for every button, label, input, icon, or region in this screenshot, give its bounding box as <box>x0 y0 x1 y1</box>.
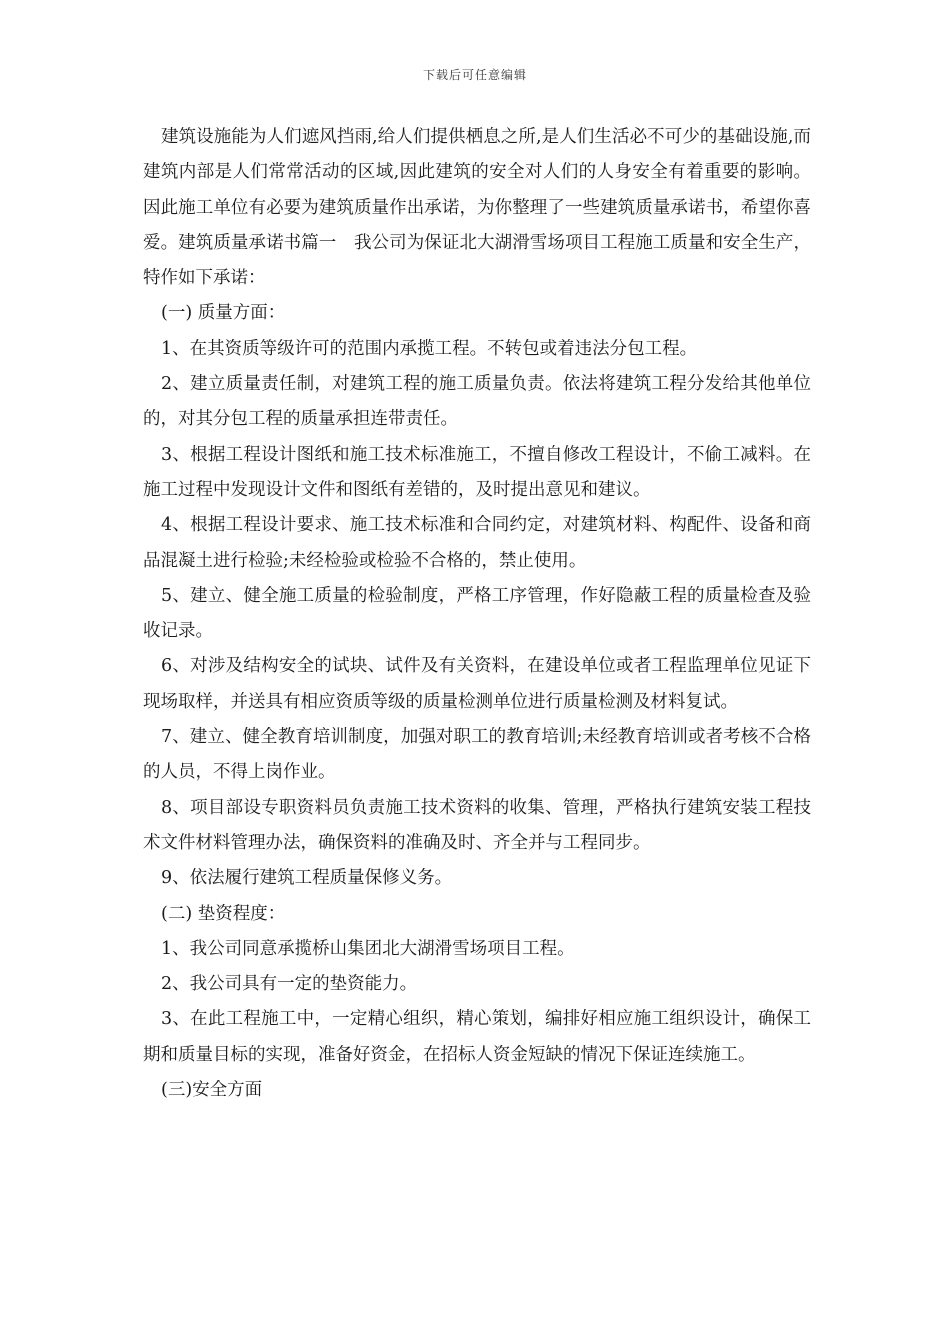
section-heading-quality: (一) 质量方面： <box>161 303 286 324</box>
quality-item-1: 1、在其资质等级许可的范围内承揽工程。不转包或着违法分包工程。 <box>161 338 698 359</box>
section-heading-safety: (三)安全方面 <box>161 1080 263 1101</box>
page-header-note: 下载后可任意编辑 <box>422 68 527 82</box>
document-body <box>143 120 811 1108</box>
section-heading-funding: (二) 垫资程度： <box>161 903 286 924</box>
quality-item-9: 9、依法履行建筑工程质量保修义务。 <box>161 868 453 889</box>
funding-item-1: 1、我公司同意承揽桥山集团北大湖滑雪场项目工程。 <box>161 938 575 959</box>
funding-item-3: 3、在此工程施工中，一定精心组织，精心策划，编排好相应施工组织设计，确保工期和质量目标的实现，准备好资金，在招标人资金短缺的情况下保证连续施工。 <box>143 1009 811 1065</box>
intro-paragraph: 建筑设施能为人们遮风挡雨,给人们提供栖息之所,是人们生活必不可少的基础设施,而建筑内部是人们常常活动的区域,因此建筑的安全对人们的人身安全有着重要的影响。因此施工单位有必要为建筑质量作出承诺，为你整理了一些建筑质量承诺书，希望你喜爱。建筑质量承诺书篇一 我公司为保证北大湖滑雪场项目工程施工质量和安全生产，特作如下承诺： <box>143 127 811 289</box>
quality-item-3: 3、根据工程设计图纸和施工技术标准施工，不擅自修改工程设计，不偷工减料。在施工过程中发现设计文件和图纸有差错的，及时提出意见和建议。 <box>143 444 811 500</box>
quality-item-7: 7、建立、健全教育培训制度，加强对职工的教育培训;未经教育培训或者考核不合格的人员，不得上岗作业。 <box>143 727 811 783</box>
quality-item-4: 4、根据工程设计要求、施工技术标准和合同约定，对建筑材料、构配件、设备和商品混凝土进行检验;未经检验或检验不合格的，禁止使用。 <box>143 515 811 571</box>
quality-item-8: 8、项目部设专职资料员负责施工技术资料的收集、管理，严格执行建筑安装工程技术文件材料管理办法，确保资料的准确及时、齐全并与工程同步。 <box>143 797 811 853</box>
quality-item-6: 6、对涉及结构安全的试块、试件及有关资料，在建设单位或者工程监理单位见证下现场取样，并送具有相应资质等级的质量检测单位进行质量检测及材料复试。 <box>143 656 811 712</box>
quality-item-5: 5、建立、健全施工质量的检验制度，严格工序管理，作好隐蔽工程的质量检查及验收记录。 <box>143 585 811 642</box>
funding-item-2: 2、我公司具有一定的垫资能力。 <box>161 974 418 995</box>
quality-item-2: 2、建立质量责任制，对建筑工程的施工质量负责。依法将建筑工程分发给其他单位的，对其分包工程的质量承担连带责任。 <box>143 374 811 430</box>
